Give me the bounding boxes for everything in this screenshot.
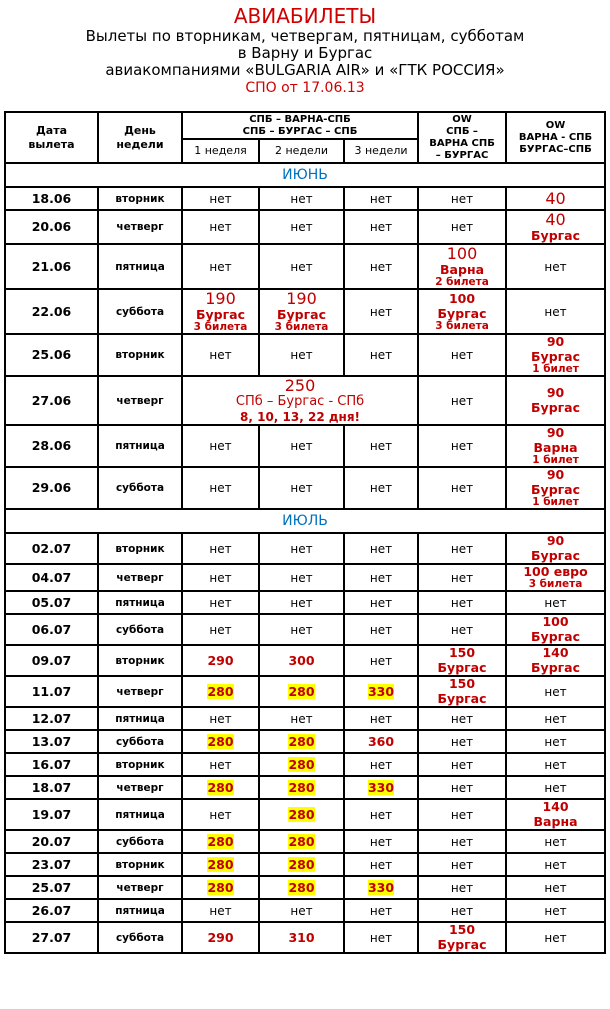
weekday-cell: пятница [98, 591, 182, 614]
date-cell: 18.07 [5, 776, 98, 799]
price-cell [418, 922, 506, 953]
date-cell: 19.07 [5, 799, 98, 830]
highlighted-price: 280 [288, 683, 315, 699]
price-cell-none: нет [344, 707, 418, 730]
price-cell-none: нет [418, 876, 506, 899]
price-cell-none: нет [506, 289, 605, 334]
price-value: 90 [546, 334, 565, 349]
subtitle-airlines: авиакомпаниями «BULGARIA AIR» и «ГТК РОССИЯ» [105, 61, 505, 79]
destination: Бургас [437, 691, 487, 706]
price-cell-none: нет [344, 591, 418, 614]
price-value: 290 [207, 929, 234, 945]
price-value: 190 [286, 289, 317, 308]
subtitle-destinations: в Варну и Бургас [237, 44, 373, 62]
table-row [5, 289, 605, 334]
weekday-cell: пятница [98, 707, 182, 730]
table-row [5, 334, 605, 376]
price-cell-none: нет [259, 591, 344, 614]
table-row [5, 591, 605, 614]
price-cell-none: нет [259, 425, 344, 467]
col-day: День недели [98, 112, 182, 163]
price-cell [506, 564, 605, 591]
date-cell: 29.06 [5, 467, 98, 509]
price-cell-none: нет [506, 899, 605, 922]
price-cell-none: нет [344, 425, 418, 467]
price-cell [418, 645, 506, 676]
spo-date: СПО от 17.06.13 [245, 80, 365, 96]
highlighted-price: 280 [288, 833, 315, 849]
price-cell-none: нет [259, 564, 344, 591]
price-cell-none: нет [506, 922, 605, 953]
table-row [5, 645, 605, 676]
price-cell-none: нет [418, 776, 506, 799]
price-cell [259, 922, 344, 953]
date-cell: 02.07 [5, 533, 98, 564]
price-cell [418, 676, 506, 707]
destination: Варна [440, 262, 485, 277]
date-cell: 06.07 [5, 614, 98, 645]
price-cell-none: нет [344, 753, 418, 776]
weekday-cell: четверг [98, 776, 182, 799]
price-cell-none: нет [182, 799, 259, 830]
price-cell-none: нет [506, 876, 605, 899]
price-cell [344, 776, 418, 799]
price-cell-none: нет [182, 614, 259, 645]
price-cell-none: нет [344, 187, 418, 210]
price-value: 90 [546, 467, 565, 482]
table-row [5, 210, 605, 244]
highlighted-price: 280 [288, 806, 315, 822]
price-cell-none: нет [418, 707, 506, 730]
weekday-cell: вторник [98, 853, 182, 876]
tickets-left: 3 билета [274, 321, 329, 333]
weekday-cell: четверг [98, 676, 182, 707]
price-value: 360 [367, 733, 395, 749]
price-value: 100 евро [523, 564, 588, 579]
price-cell-none: нет [259, 899, 344, 922]
highlighted-price: 330 [367, 879, 395, 895]
date-cell: 05.07 [5, 591, 98, 614]
highlighted-price: 280 [288, 756, 315, 772]
price-cell-none: нет [344, 334, 418, 376]
ow-label: OW [452, 113, 472, 125]
col-week1: 1 неделя [182, 139, 259, 163]
highlighted-price: 280 [288, 879, 315, 895]
price-value: 90 [546, 385, 565, 400]
month-header: ИЮЛЬ [5, 509, 605, 533]
price-cell-none: нет [418, 730, 506, 753]
price-cell [506, 210, 605, 244]
weekday-cell: пятница [98, 799, 182, 830]
tickets-left: 1 билет [532, 363, 579, 375]
tickets-left: 1 билет [532, 454, 579, 466]
table-row [5, 776, 605, 799]
price-cell [506, 425, 605, 467]
weekday-cell: четверг [98, 376, 182, 425]
roundtrip-burgas: СПБ – БУРГАС – СПБ [242, 125, 358, 137]
price-value: 150 [448, 645, 476, 660]
price-cell-none: нет [418, 753, 506, 776]
price-cell [506, 533, 605, 564]
price-cell [506, 376, 605, 425]
price-cell-none: нет [506, 244, 605, 289]
price-cell-none: нет [418, 830, 506, 853]
destination: Варна [533, 440, 578, 455]
date-cell: 23.07 [5, 853, 98, 876]
price-cell [418, 244, 506, 289]
price-value: 300 [288, 652, 315, 668]
price-cell [182, 730, 259, 753]
table-row [5, 425, 605, 467]
price-value [260, 835, 343, 849]
price-cell-none: нет [506, 707, 605, 730]
weekday-cell: вторник [98, 533, 182, 564]
col-date: Дата вылета [5, 112, 98, 163]
price-value: 100 [542, 614, 569, 629]
weekday-cell: суббота [98, 730, 182, 753]
price-cell-none: нет [182, 425, 259, 467]
price-cell [506, 645, 605, 676]
date-cell: 16.07 [5, 753, 98, 776]
weekday-cell: пятница [98, 425, 182, 467]
destination: Бургас [531, 400, 581, 415]
table-row [5, 922, 605, 953]
price-cell-none: нет [506, 591, 605, 614]
price-value: 40 [545, 189, 566, 208]
price-cell-none: нет [418, 853, 506, 876]
price-cell-none: нет [344, 533, 418, 564]
price-cell-none: нет [182, 244, 259, 289]
price-cell [506, 614, 605, 645]
price-cell-none: нет [259, 187, 344, 210]
page-header [0, 4, 610, 97]
price-cell-none: нет [344, 244, 418, 289]
ow-route: ВАРНА - СПБ БУРГАС–СПБ [518, 131, 593, 155]
price-cell [259, 830, 344, 853]
price-cell-none: нет [344, 210, 418, 244]
price-value [345, 881, 417, 895]
price-cell-none: нет [506, 830, 605, 853]
date-cell: 20.06 [5, 210, 98, 244]
table-row [5, 564, 605, 591]
table-row [5, 187, 605, 210]
price-value [260, 858, 343, 872]
price-cell [182, 922, 259, 953]
price-cell-none: нет [418, 591, 506, 614]
date-cell: 21.06 [5, 244, 98, 289]
table-row [5, 853, 605, 876]
date-cell: 18.06 [5, 187, 98, 210]
price-value [183, 835, 258, 849]
price-value: 140 [542, 645, 569, 660]
price-cell-none: нет [182, 564, 259, 591]
price-cell-none: нет [418, 376, 506, 425]
price-cell [182, 676, 259, 707]
price-value: 100 [446, 244, 478, 263]
flights-table [4, 111, 606, 954]
price-value [183, 858, 258, 872]
date-cell: 11.07 [5, 676, 98, 707]
offer-durations: 8, 10, 13, 22 дня! [240, 410, 361, 424]
weekday-cell: четверг [98, 564, 182, 591]
price-cell [182, 776, 259, 799]
table-row [5, 467, 605, 509]
price-cell [259, 289, 344, 334]
weekday-cell: пятница [98, 899, 182, 922]
price-value: 90 [546, 425, 565, 440]
price-cell [344, 730, 418, 753]
price-cell-none: нет [344, 922, 418, 953]
price-value: 100 [448, 290, 476, 306]
table-row [5, 899, 605, 922]
tickets-left: 3 билета [528, 578, 583, 590]
price-cell [259, 676, 344, 707]
table-row [5, 753, 605, 776]
date-cell: 12.07 [5, 707, 98, 730]
price-cell [182, 289, 259, 334]
highlighted-price: 280 [288, 779, 315, 795]
price-cell-none: нет [182, 899, 259, 922]
destination: Бургас [277, 307, 326, 322]
price-cell [259, 645, 344, 676]
destination: Бургас [531, 228, 581, 243]
price-cell [418, 289, 506, 334]
date-cell: 25.06 [5, 334, 98, 376]
subtitle-days: Вылеты по вторникам, четвергам, пятницам, субботам [85, 27, 525, 45]
price-cell [344, 676, 418, 707]
price-cell-none: нет [182, 467, 259, 509]
weekday-cell: вторник [98, 187, 182, 210]
price-cell-none: нет [344, 564, 418, 591]
highlighted-price: 330 [367, 683, 395, 699]
table-row [5, 676, 605, 707]
price-cell [506, 187, 605, 210]
destination: Бургас [437, 937, 487, 952]
weekday-cell: вторник [98, 753, 182, 776]
price-value [260, 758, 343, 772]
price-cell-none: нет [418, 467, 506, 509]
price-cell [182, 830, 259, 853]
weekday-cell: пятница [98, 244, 182, 289]
highlighted-price: 280 [207, 856, 234, 872]
col-week2: 2 недели [259, 139, 344, 163]
price-value [345, 781, 417, 795]
price-cell-none: нет [418, 564, 506, 591]
price-cell-none: нет [418, 425, 506, 467]
price-cell-none: нет [182, 187, 259, 210]
price-cell [259, 753, 344, 776]
date-cell: 22.06 [5, 289, 98, 334]
destination: Бургас [196, 307, 245, 322]
price-cell-none: нет [259, 244, 344, 289]
price-value [260, 808, 343, 822]
table-row [5, 876, 605, 899]
weekday-cell: суббота [98, 614, 182, 645]
price-cell-none: нет [344, 830, 418, 853]
table-row [5, 614, 605, 645]
roundtrip-varna: СПБ – ВАРНА-СПБ [249, 113, 351, 125]
price-value [260, 881, 343, 895]
weekday-cell: суббота [98, 467, 182, 509]
price-cell-none: нет [344, 853, 418, 876]
price-cell-none: нет [418, 899, 506, 922]
price-cell-none: нет [259, 467, 344, 509]
price-cell-none: нет [259, 707, 344, 730]
date-cell: 13.07 [5, 730, 98, 753]
price-cell-none: нет [259, 614, 344, 645]
tickets-left: 1 билет [532, 496, 579, 508]
weekday-cell: четверг [98, 876, 182, 899]
price-cell-none: нет [418, 187, 506, 210]
weekday-cell: вторник [98, 645, 182, 676]
price-value [183, 685, 258, 699]
price-cell [259, 799, 344, 830]
price-value: 310 [288, 929, 315, 945]
price-value [260, 735, 343, 749]
price-cell-none: нет [344, 645, 418, 676]
price-cell [259, 876, 344, 899]
price-cell-none: нет [418, 210, 506, 244]
price-cell-none: нет [259, 334, 344, 376]
price-cell-none: нет [182, 533, 259, 564]
price-cell-none: нет [344, 899, 418, 922]
destination: Бургас [437, 660, 487, 675]
price-cell-none: нет [259, 533, 344, 564]
price-value: 150 [448, 676, 476, 691]
table-row [5, 244, 605, 289]
ow-route: СПБ – ВАРНА СПБ – БУРГАС [429, 125, 495, 161]
ow-label: OW [545, 119, 566, 131]
highlighted-price: 280 [288, 856, 315, 872]
price-cell-none: нет [418, 334, 506, 376]
destination: Варна [533, 814, 578, 829]
price-cell-none: нет [182, 591, 259, 614]
highlighted-price: 280 [207, 779, 234, 795]
price-cell-none: нет [506, 730, 605, 753]
weekday-cell: четверг [98, 210, 182, 244]
price-value: 150 [448, 922, 476, 937]
date-cell: 27.06 [5, 376, 98, 425]
price-value: 40 [545, 210, 566, 229]
price-cell-none: нет [182, 707, 259, 730]
price-cell-none: нет [344, 289, 418, 334]
price-cell [506, 334, 605, 376]
table-row [5, 799, 605, 830]
price-cell [259, 853, 344, 876]
date-cell: 20.07 [5, 830, 98, 853]
destination: Бургас [531, 629, 581, 644]
destination: Бургас [437, 305, 487, 321]
price-value: 190 [205, 289, 236, 308]
price-cell-none: нет [259, 210, 344, 244]
tickets-left: 3 билета [435, 319, 489, 332]
table-row [5, 376, 605, 425]
price-value: 140 [542, 799, 569, 814]
price-cell [506, 799, 605, 830]
weekday-cell: суббота [98, 830, 182, 853]
table-row [5, 730, 605, 753]
price-cell-none: нет [506, 676, 605, 707]
price-cell-none: нет [418, 533, 506, 564]
destination: Бургас [531, 482, 581, 497]
price-cell [182, 645, 259, 676]
price-value [183, 735, 258, 749]
col-roundtrip [182, 112, 418, 139]
table-row [5, 707, 605, 730]
page-title: АВИАБИЛЕТЫ [233, 4, 377, 28]
price-cell [259, 730, 344, 753]
date-cell: 04.07 [5, 564, 98, 591]
highlighted-price: 280 [288, 733, 315, 749]
price-value [183, 781, 258, 795]
date-cell: 26.07 [5, 899, 98, 922]
price-cell-none: нет [506, 753, 605, 776]
price-value: 90 [546, 533, 565, 548]
col-ow-from-spb [418, 112, 506, 163]
col-ow-to-spb [506, 112, 605, 163]
price-cell [182, 876, 259, 899]
highlighted-price: 280 [207, 833, 234, 849]
price-value [260, 685, 343, 699]
offer-price: 250 [284, 376, 316, 395]
price-value: 290 [207, 652, 234, 668]
date-cell: 09.07 [5, 645, 98, 676]
price-cell [259, 776, 344, 799]
price-cell-none: нет [344, 799, 418, 830]
offer-route: СПб – Бургас - СПб [235, 394, 365, 409]
destination: Бургас [531, 548, 581, 563]
price-cell-none: нет [344, 614, 418, 645]
price-cell-none: нет [182, 753, 259, 776]
price-value [183, 881, 258, 895]
date-cell: 25.07 [5, 876, 98, 899]
date-cell: 27.07 [5, 922, 98, 953]
price-cell [182, 853, 259, 876]
price-cell-none: нет [182, 334, 259, 376]
month-header: ИЮНЬ [5, 163, 605, 187]
price-value [345, 685, 417, 699]
price-cell-none: нет [182, 210, 259, 244]
table-row [5, 533, 605, 564]
weekday-cell: суббота [98, 922, 182, 953]
highlighted-price: 280 [207, 683, 234, 699]
price-cell [344, 876, 418, 899]
tickets-left: 3 билета [193, 321, 248, 333]
price-cell-none: нет [506, 853, 605, 876]
highlighted-price: 330 [367, 779, 395, 795]
destination: Бургас [531, 660, 581, 675]
date-cell: 28.06 [5, 425, 98, 467]
weekday-cell: вторник [98, 334, 182, 376]
destination: Бургас [531, 349, 581, 364]
weekday-cell: суббота [98, 289, 182, 334]
price-cell-none: нет [506, 776, 605, 799]
special-offer-cell [182, 376, 418, 425]
price-cell [506, 467, 605, 509]
table-row [5, 830, 605, 853]
tickets-left: 2 билета [435, 276, 489, 288]
price-cell-none: нет [344, 467, 418, 509]
price-value [260, 781, 343, 795]
highlighted-price: 280 [207, 879, 234, 895]
price-cell-none: нет [418, 614, 506, 645]
price-cell-none: нет [418, 799, 506, 830]
col-week3: 3 недели [344, 139, 418, 163]
highlighted-price: 280 [207, 733, 234, 749]
